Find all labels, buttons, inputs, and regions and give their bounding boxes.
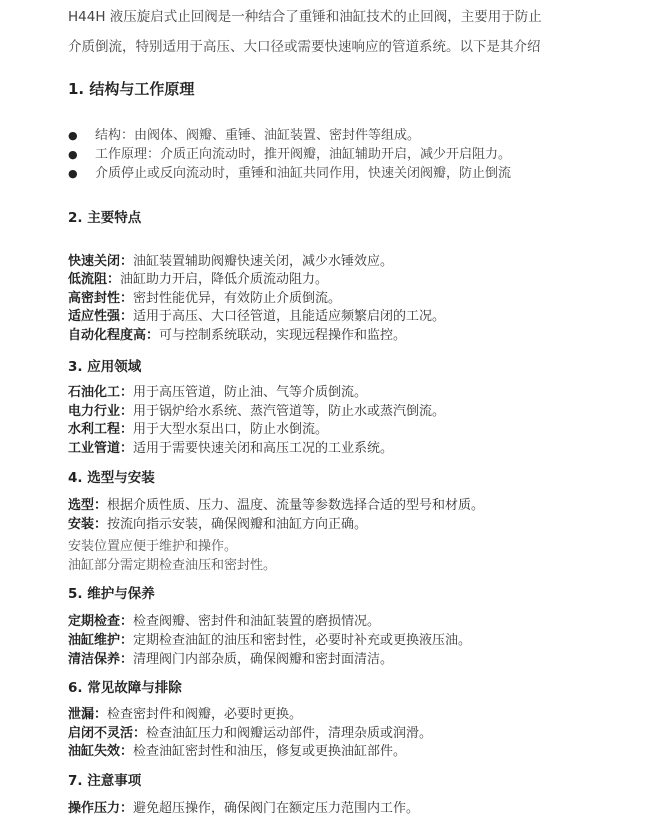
bullet-item: ● 介质停止或反向流动时，重锤和油缸共同作用，快速关闭阀瓣，防止倒流 <box>68 166 512 181</box>
section-3-heading: 3. 应用领域 <box>68 359 142 375</box>
maintenance-row <box>68 610 650 629</box>
bullet-item: ● 工作原理：介质正向流动时，推开阀瓣，油缸辅助开启，减少开启阻力。 <box>68 147 512 162</box>
troubleshoot-row <box>68 722 650 741</box>
section-5-heading: 5. 维护与保养 <box>68 586 155 602</box>
caution-row <box>68 797 650 816</box>
bullet-icon: ● <box>68 148 78 161</box>
row-text: 按流向指示安装，确保阀瓣和油缸方向正确。 <box>107 517 368 532</box>
row-text: 检查油缸密封性和油压，修复或更换油缸部件。 <box>133 744 407 759</box>
section-4-heading: 4. 选型与安装 <box>68 470 155 486</box>
row-text: 检查密封件和阀瓣，必要时更换。 <box>107 707 303 722</box>
install-note: 油缸部分需定期检查油压和密封性。 <box>68 558 277 573</box>
intro-line-1: H44H 液压旋启式止回阀是一种结合了重锤和油缸技术的止回阀，主要用于防止 <box>68 9 542 25</box>
feature-row <box>68 268 650 287</box>
row-label: 水利工程： <box>68 422 134 437</box>
application-row <box>68 418 650 437</box>
maintenance-row <box>68 629 650 648</box>
row-label: 泄漏： <box>68 707 108 722</box>
row-text: 用于锅炉给水系统、蒸汽管道等，防止水或蒸汽倒流。 <box>133 404 446 419</box>
troubleshoot-row <box>68 740 650 759</box>
row-label: 安装： <box>68 517 108 532</box>
bullet-item: ● 结构：由阀体、阀瓣、重锤、油缸装置、密封件等组成。 <box>68 128 421 143</box>
maintenance-row <box>68 648 650 667</box>
row-text: 油缸助力开启，降低介质流动阻力。 <box>120 272 329 287</box>
feature-row <box>68 305 650 324</box>
row-text: 可与控制系统联动，实现远程操作和监控。 <box>159 328 407 343</box>
row-label: 工业管道： <box>68 441 134 456</box>
row-text: 适用于高压、大口径管道，且能适应频繁启闭的工况。 <box>133 309 446 324</box>
row-text: 密封性能优异，有效防止介质倒流。 <box>133 291 342 306</box>
row-label: 清洁保养： <box>68 652 134 667</box>
application-row <box>68 437 650 456</box>
row-label: 油缸维护： <box>68 633 134 648</box>
row-label: 电力行业： <box>68 404 134 419</box>
row-text: 检查油缸压力和阀瓣运动部件，清理杂质或润滑。 <box>146 726 433 741</box>
row-text: 避免超压操作，确保阀门在额定压力范围内工作。 <box>133 801 420 816</box>
row-label: 选型： <box>68 498 108 513</box>
feature-row <box>68 287 650 306</box>
row-text: 清理阀门内部杂质，确保阀瓣和密封面清洁。 <box>133 652 394 667</box>
row-label: 低流阻： <box>68 272 121 287</box>
row-label: 适应性强： <box>68 309 134 324</box>
row-label: 启闭不灵活： <box>68 726 147 741</box>
install-note: 安装位置应便于维护和操作。 <box>68 539 238 554</box>
row-label: 自动化程度高： <box>68 328 160 343</box>
install-row <box>68 513 650 532</box>
row-label: 操作压力： <box>68 801 134 816</box>
row-text: 适用于需要快速关闭和高压工况的工业系统。 <box>133 441 394 456</box>
feature-row <box>68 324 650 343</box>
row-label: 高密封性： <box>68 291 134 306</box>
row-label: 定期检查： <box>68 614 134 629</box>
row-label: 油缸失效： <box>68 744 134 759</box>
section-7-heading: 7. 注意事项 <box>68 773 142 789</box>
application-row <box>68 400 650 419</box>
install-row <box>68 494 650 513</box>
feature-row <box>68 250 650 269</box>
section-1-heading: 1. 结构与工作原理 <box>68 80 195 98</box>
row-text: 定期检查油缸的油压和密封性，必要时补充或更换液压油。 <box>133 633 472 648</box>
row-text: 用于高压管道，防止油、气等介质倒流。 <box>133 385 368 400</box>
row-text: 用于大型水泵出口，防止水倒流。 <box>133 422 329 437</box>
row-label: 快速关闭： <box>68 254 134 269</box>
section-6-heading: 6. 常见故障与排除 <box>68 680 182 696</box>
bullet-icon: ● <box>68 129 78 142</box>
application-row <box>68 381 650 400</box>
intro-line-2: 介质倒流，特别适用于高压、大口径或需要快速响应的管道系统。以下是其介绍 <box>68 39 541 55</box>
row-text: 油缸装置辅助阀瓣快速关闭，减少水锤效应。 <box>133 254 394 269</box>
troubleshoot-row <box>68 703 650 722</box>
section-2-heading: 2. 主要特点 <box>68 210 142 226</box>
row-label: 石油化工： <box>68 385 134 400</box>
bullet-icon: ● <box>68 167 78 180</box>
row-text: 检查阀瓣、密封件和油缸装置的磨损情况。 <box>133 614 381 629</box>
row-text: 根据介质性质、压力、温度、流量等参数选择合适的型号和材质。 <box>107 498 485 513</box>
